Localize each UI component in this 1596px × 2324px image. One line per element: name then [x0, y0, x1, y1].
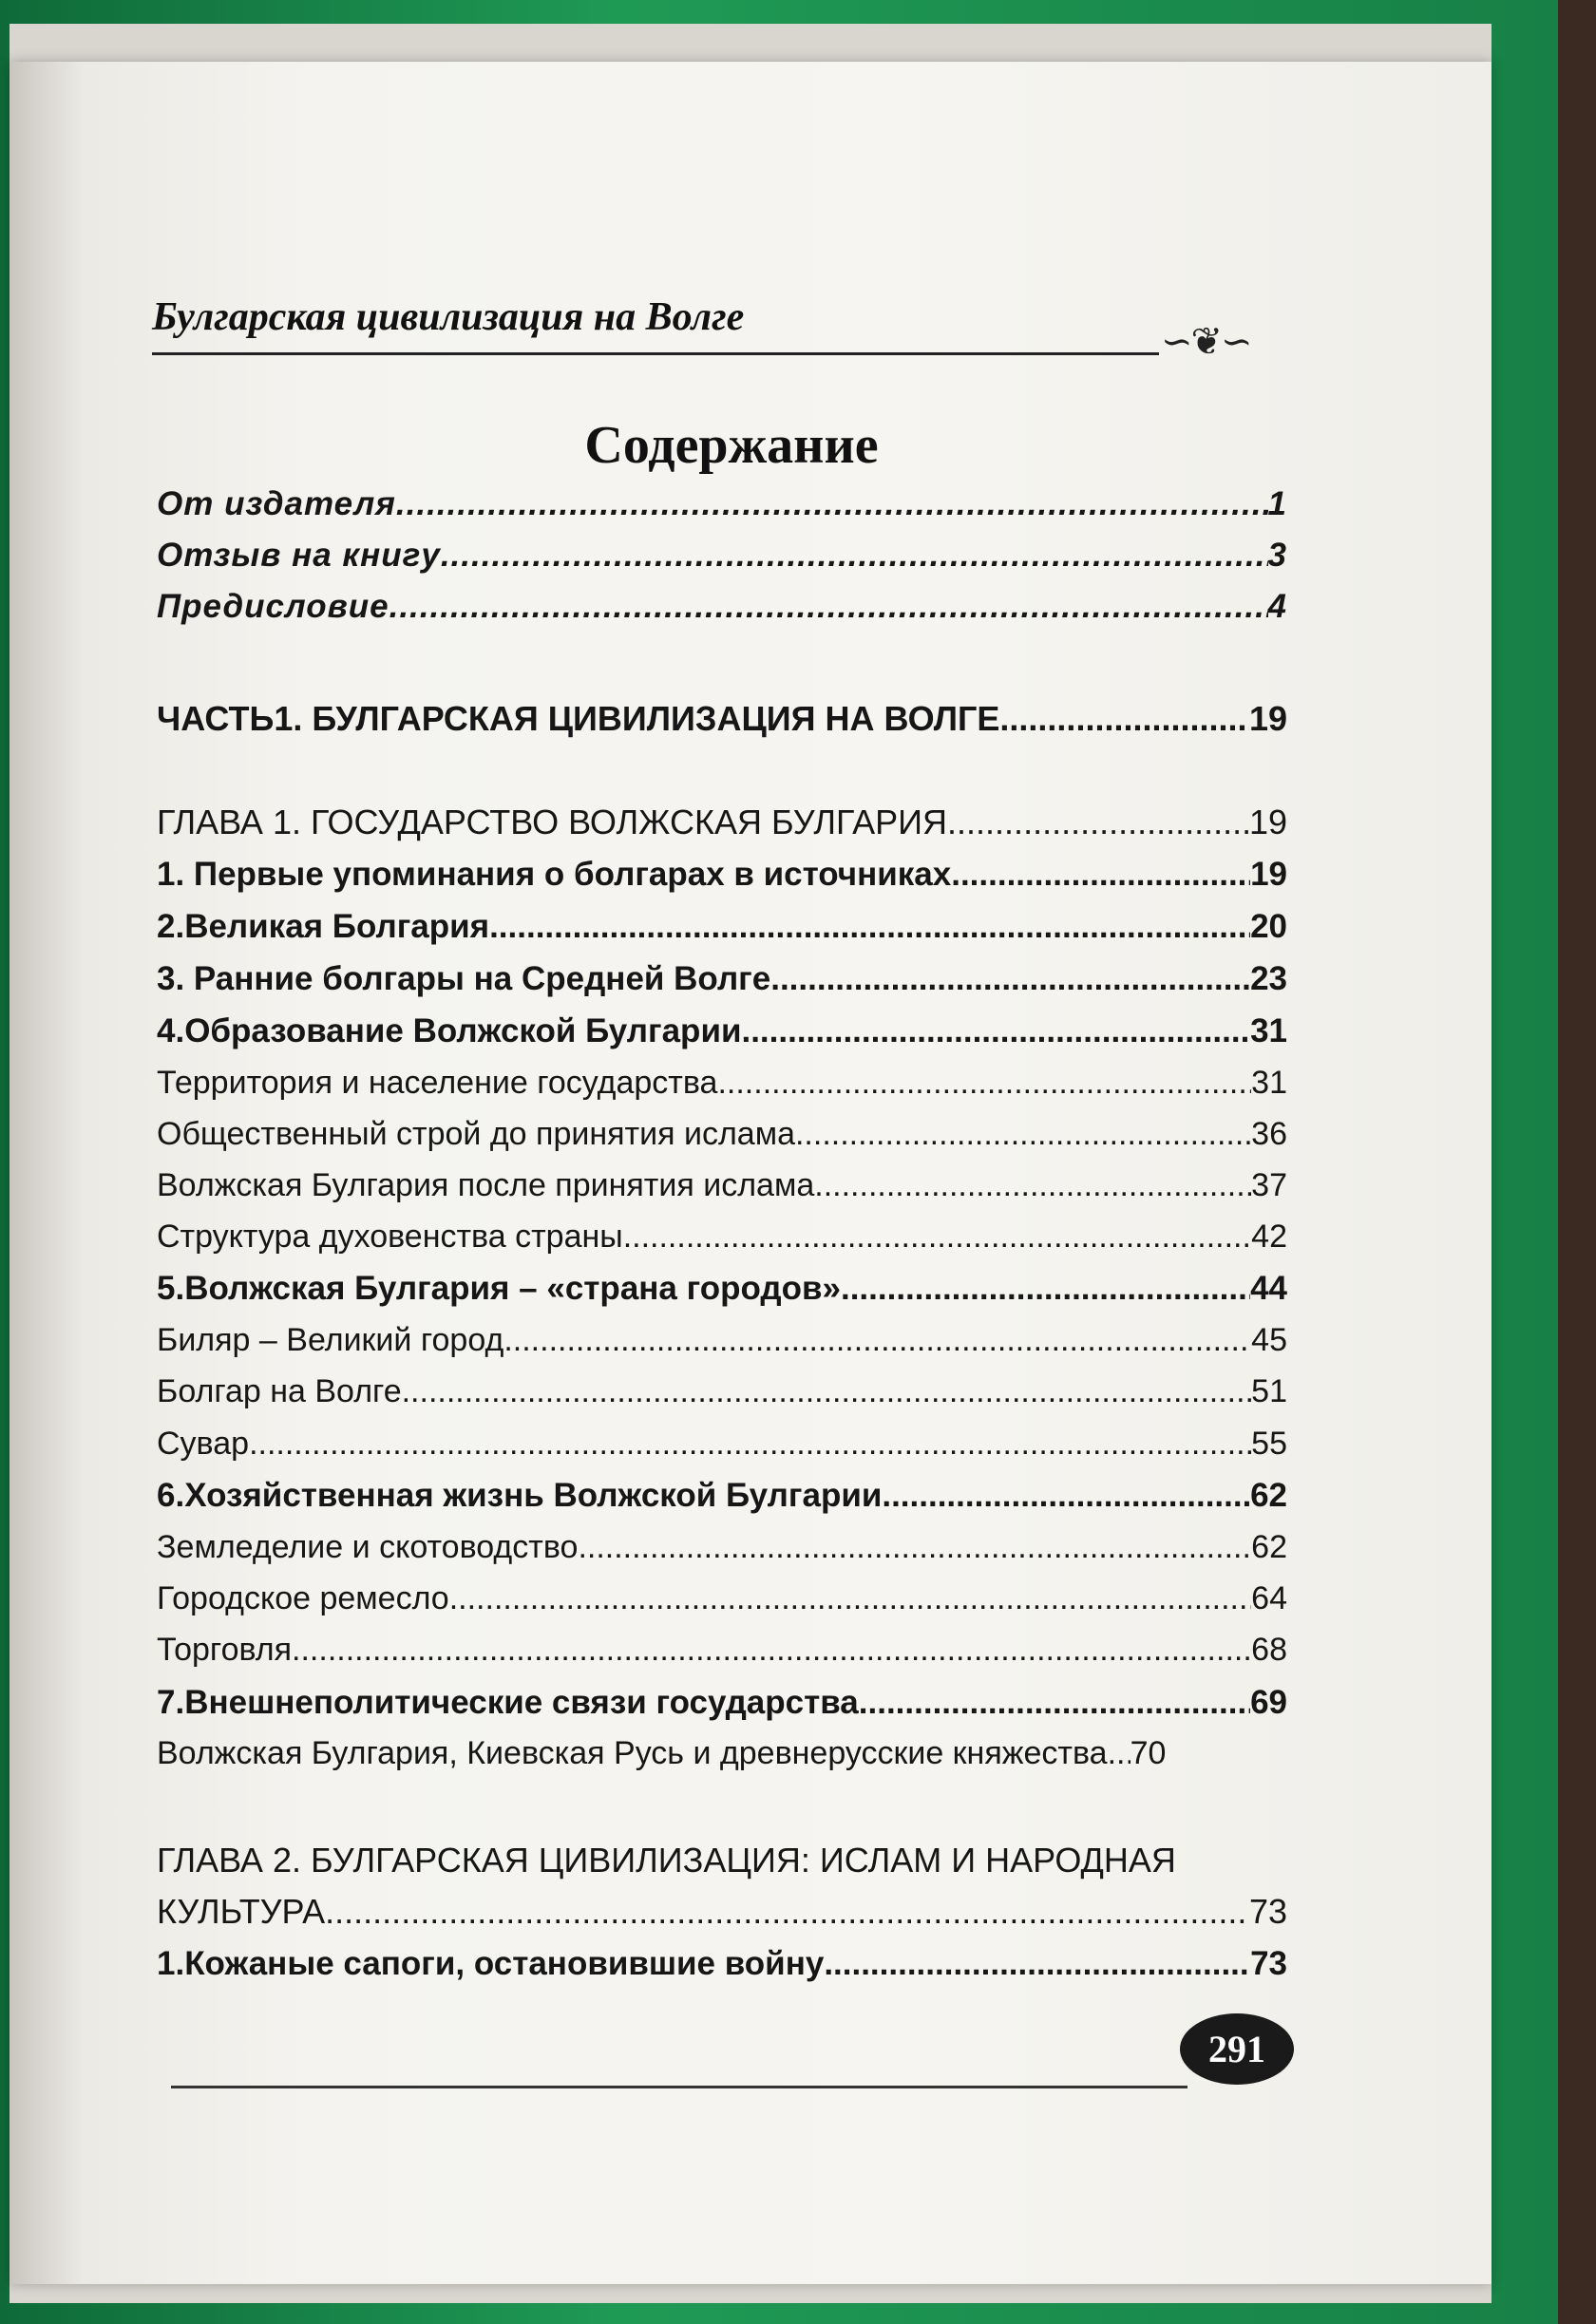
- toc-entry-page: 23: [1250, 960, 1287, 997]
- leader-dots: [325, 1892, 1249, 1932]
- toc-entry-page: 73: [1248, 1892, 1287, 1931]
- toc-entry-page: 70: [1130, 1735, 1167, 1771]
- book-page: [10, 62, 1492, 2284]
- leader-dots: [396, 485, 1268, 523]
- leader-dots: [795, 1116, 1251, 1153]
- toc-entry-page: 4: [1267, 588, 1287, 625]
- footer-rule: [171, 2086, 1188, 2088]
- leader-dots: [770, 960, 1250, 998]
- toc-entry: [157, 1684, 1287, 1722]
- toc-entry: [157, 1529, 1287, 1566]
- toc-entry-title: Болгар на Волге: [157, 1373, 402, 1409]
- toc-entry-publisher: [157, 485, 1287, 523]
- toc-entry-title: 7.Внешнеполитические связи государства: [157, 1684, 859, 1721]
- running-head: Булгарская цивилизация на Волге: [152, 295, 745, 339]
- leader-dots: [623, 1219, 1251, 1256]
- toc-entry: [157, 1477, 1287, 1515]
- toc-entry-title: Биляр – Великий город: [157, 1322, 504, 1358]
- page-title: Содержание: [584, 416, 879, 475]
- toc-entry-title: Волжская Булгария, Киевская Русь и древнерусские княжества: [157, 1735, 1108, 1771]
- toc-entry-title: Структура духовенства страны: [157, 1219, 623, 1255]
- leader-dots: [449, 1580, 1251, 1617]
- toc-chapter-1: [157, 803, 1287, 842]
- toc-entry-page: 62: [1250, 1477, 1287, 1514]
- toc-entry-title: Городское ремесло: [157, 1580, 449, 1616]
- toc-entry-preface: [157, 588, 1287, 626]
- toc-entry-page: 64: [1251, 1580, 1287, 1616]
- toc-entry-title: Сувар: [157, 1426, 250, 1462]
- toc-entry-page: 3: [1267, 537, 1287, 574]
- toc-entry: [157, 960, 1287, 998]
- leader-dots: [402, 1373, 1252, 1410]
- leader-dots: [741, 1012, 1250, 1050]
- toc-entry-title: 5.Волжская Булгария – «страна городов»: [157, 1270, 841, 1307]
- toc-entry: [157, 1735, 1287, 1772]
- toc-entry-title: ЧАСТЬ1. БУЛГАРСКАЯ ЦИВИЛИЗАЦИЯ НА ВОЛГЕ: [157, 699, 1000, 738]
- toc-entry: [157, 1012, 1287, 1050]
- leader-dots: [999, 699, 1249, 739]
- toc-entry-review: [157, 537, 1287, 575]
- toc-entry-title: 6.Хозяйственная жизнь Волжской Булгарии: [157, 1477, 883, 1514]
- toc-entry-page: 19: [1248, 803, 1287, 841]
- toc-entry-title: 2.Великая Болгария: [157, 908, 490, 945]
- toc-entry-title: 1.Кожаные сапоги, остановившие войну: [157, 1945, 825, 1982]
- ornament-icon: ∽❦∽: [1161, 320, 1251, 364]
- toc-entry-page: 1: [1267, 485, 1287, 522]
- toc-entry-title: ГЛАВА 1. ГОСУДАРСТВО ВОЛЖСКАЯ БУЛГАРИЯ: [157, 803, 948, 841]
- toc-entry-title: Земледелие и скотоводство: [157, 1529, 579, 1565]
- leader-dots: [249, 1426, 1251, 1463]
- leader-dots: [390, 588, 1268, 626]
- toc-entry-page: 69: [1250, 1684, 1287, 1721]
- toc-entry: [157, 1426, 1287, 1463]
- toc-entry-page: 19: [1248, 699, 1287, 738]
- toc-entry: [157, 1219, 1287, 1256]
- toc-entry-page: 51: [1251, 1373, 1287, 1409]
- toc-entry-title: Волжская Булгария после принятия ислама: [157, 1167, 815, 1203]
- toc-entry-page: 45: [1251, 1322, 1287, 1358]
- leader-dots: [841, 1270, 1250, 1308]
- toc-entry: [157, 1270, 1287, 1308]
- leader-dots: [441, 537, 1268, 575]
- leader-dots: [1108, 1735, 1130, 1772]
- toc-entry-page: 37: [1251, 1167, 1287, 1203]
- leader-dots: [824, 1945, 1250, 1983]
- toc-entry: [157, 1116, 1287, 1153]
- toc-entry-title: Территория и население государства: [157, 1065, 718, 1101]
- leader-dots: [717, 1065, 1251, 1102]
- toc-entry-title: Предисловие: [157, 588, 390, 625]
- toc-entry-page: 20: [1250, 908, 1287, 945]
- leader-dots: [859, 1684, 1250, 1722]
- leader-dots: [814, 1167, 1251, 1204]
- toc-part-1: [157, 699, 1287, 739]
- book-board: [10, 24, 1492, 2303]
- toc-entry-page: 19: [1250, 856, 1287, 893]
- toc-entry-title: Отзыв на книгу: [157, 537, 441, 574]
- toc-entry-page: 73: [1250, 1945, 1287, 1982]
- toc-entry: [157, 1373, 1287, 1410]
- toc-entry-title: От издателя: [157, 485, 396, 522]
- leader-dots: [292, 1632, 1251, 1669]
- toc-entry: [157, 1322, 1287, 1359]
- toc-entry-title: КУЛЬТУРА: [157, 1892, 326, 1931]
- toc-entry-page: 68: [1251, 1632, 1287, 1668]
- leader-dots: [882, 1477, 1250, 1515]
- toc-entry: [157, 1580, 1287, 1617]
- toc-entry-title: Торговля: [157, 1632, 293, 1668]
- toc-entry-title: 3. Ранние болгары на Средней Волге: [157, 960, 771, 997]
- toc-entry: [157, 1945, 1287, 1983]
- leader-dots: [951, 856, 1250, 894]
- toc-entry-page: 62: [1251, 1529, 1287, 1565]
- toc-entry: [157, 908, 1287, 946]
- toc-entry: [157, 856, 1287, 894]
- toc-entry-page: 36: [1251, 1116, 1287, 1152]
- toc-entry: [157, 1065, 1287, 1102]
- toc-entry-page: 42: [1251, 1219, 1287, 1255]
- toc-entry-page: 55: [1251, 1426, 1287, 1462]
- toc-entry: [157, 1167, 1287, 1204]
- toc-chapter-2: [157, 1892, 1287, 1932]
- toc-entry-title: Общественный строй до принятия ислама: [157, 1116, 795, 1152]
- toc-entry-page: 44: [1250, 1270, 1287, 1307]
- leader-dots: [504, 1322, 1251, 1359]
- page-number: 291: [1180, 2013, 1294, 2085]
- header-rule: [152, 352, 1159, 355]
- toc-entry-page: 31: [1250, 1012, 1287, 1049]
- toc-entry-title: 4.Образование Волжской Булгарии: [157, 1012, 742, 1049]
- toc-entry-page: 31: [1251, 1065, 1287, 1101]
- leader-dots: [489, 908, 1250, 946]
- toc-entry-title: 1. Первые упоминания о болгарах в источниках: [157, 856, 952, 893]
- leader-dots: [947, 803, 1249, 842]
- leader-dots: [578, 1529, 1251, 1566]
- toc-entry: [157, 1632, 1287, 1669]
- toc-chapter-2-title: ГЛАВА 2. БУЛГАРСКАЯ ЦИВИЛИЗАЦИЯ: ИСЛАМ И НАРОДНАЯ: [157, 1841, 1176, 1880]
